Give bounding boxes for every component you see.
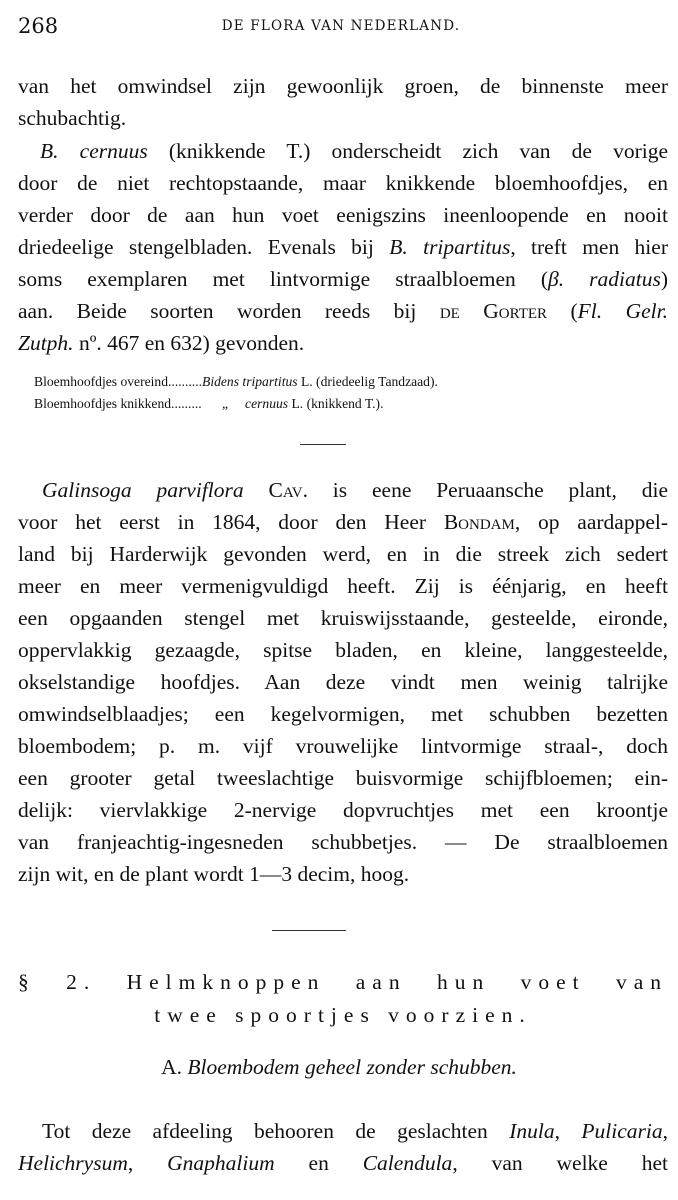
species-name: B. cernuus bbox=[40, 139, 148, 163]
text-span: soms exemplaren met lintvormige straalbloemen ( bbox=[18, 267, 549, 291]
species-name: B. tripartitus bbox=[389, 235, 511, 259]
species-name: Galinsoga parviflora bbox=[42, 478, 244, 502]
text-span: Tot deze afdeeling behooren de geslachten bbox=[42, 1119, 510, 1143]
key-row bbox=[34, 393, 438, 415]
text-line: zijn wit, en de plant wordt 1—3 decim, hoog. bbox=[18, 862, 410, 886]
section-heading-line2: twee spoortjes voorzien. bbox=[154, 1003, 532, 1027]
text-line: okselstandige hoofdjes. Aan deze vindt men weinig talrijke bbox=[18, 670, 668, 694]
text-span: voor het eerst in 1864, door den Heer bbox=[18, 510, 444, 534]
reference-title: Zutph. bbox=[18, 331, 74, 355]
genus-name: Helichrysum bbox=[18, 1151, 128, 1175]
text-span: , bbox=[662, 1119, 668, 1143]
text-line: meer en meer vermenigvuldigd heeft. Zij is éénjarig, en heeft bbox=[18, 574, 668, 598]
key-character: Bloemhoofdjes overeind.......... bbox=[34, 374, 203, 389]
determination-key bbox=[34, 371, 438, 415]
text-span: ) bbox=[660, 267, 668, 291]
text-line: omwindselblaadjes; een kegelvormigen, met schubben bezetten bbox=[18, 702, 668, 726]
subsection-letter: A. bbox=[161, 1055, 188, 1079]
text-line bbox=[18, 506, 668, 538]
reference-title: Fl. Gelr. bbox=[577, 299, 668, 323]
text-line: oppervlakkig gezaagde, spitse bladen, en kleine, langgesteelde, bbox=[18, 638, 668, 662]
text-span: , bbox=[127, 1151, 168, 1175]
text-line bbox=[18, 295, 668, 327]
text-line bbox=[18, 263, 668, 295]
species-name: cernuus bbox=[245, 396, 289, 411]
text-line bbox=[18, 327, 668, 359]
text-line: delijk: viervlakkige 2-nervige dopvruchtjes met een kroontje bbox=[18, 798, 668, 822]
paragraph-genera bbox=[18, 1115, 668, 1179]
paragraph-bidens-cernuus bbox=[18, 135, 668, 359]
text-span: is eene Peruaansche plant, die bbox=[307, 478, 669, 502]
text-span: aan. Beide soorten worden reeds bij bbox=[18, 299, 440, 323]
person-name: Bondam bbox=[443, 510, 515, 534]
paragraph-continuation bbox=[18, 70, 668, 134]
section-divider bbox=[300, 444, 346, 445]
text-line bbox=[18, 474, 668, 506]
genus-name: Gnaphalium bbox=[167, 1151, 275, 1175]
text-span: (knikkende T.) onderscheidt zich van de vorige bbox=[147, 139, 668, 163]
genus-name: Pulicaria bbox=[581, 1119, 663, 1143]
ditto-mark: „ bbox=[222, 396, 229, 411]
key-result: L. (knikkend T.). bbox=[288, 396, 384, 411]
text-line: land bij Harderwijk gevonden werd, en in die streek zich sedert bbox=[18, 542, 668, 566]
key-row bbox=[34, 371, 438, 393]
text-span: ( bbox=[547, 299, 578, 323]
text-span: nº. 467 en 632) gevonden. bbox=[73, 331, 305, 355]
genus-name: Calendula bbox=[362, 1151, 453, 1175]
running-title: DE FLORA VAN NEDERLAND. bbox=[221, 18, 461, 34]
text-line: verder door de aan hun voet eenigszins ineenloopende en nooit bbox=[18, 203, 668, 227]
paragraph-galinsoga bbox=[18, 474, 668, 890]
page-number: 268 bbox=[18, 14, 59, 38]
text-line bbox=[18, 231, 668, 263]
text-span: , op aardappel- bbox=[514, 510, 668, 534]
page-header bbox=[18, 14, 664, 40]
text-line bbox=[18, 135, 668, 167]
text-line bbox=[18, 1115, 668, 1147]
text-line: van het omwindsel zijn gewoonlijk groen, de binnenste meer bbox=[18, 74, 668, 98]
variety-name: β. radiatus bbox=[548, 267, 661, 291]
key-character: Bloemhoofdjes knikkend......... bbox=[34, 396, 206, 411]
text-span: en bbox=[274, 1151, 363, 1175]
text-span: , treft men hier bbox=[510, 235, 668, 259]
text-span: , van welke het bbox=[452, 1151, 668, 1175]
text-line: een opgaanden stengel met kruiswijsstaande, gesteelde, eironde, bbox=[18, 606, 668, 630]
section-divider bbox=[272, 930, 346, 931]
text-span: driedeelige stengelbladen. Evenals bij bbox=[18, 235, 390, 259]
subsection-heading bbox=[0, 1055, 678, 1080]
text-line bbox=[18, 1147, 668, 1179]
genus-name: Inula bbox=[509, 1119, 555, 1143]
text-line: van franjeachtig-ingesneden schubbetjes. — De straalbloemen bbox=[18, 830, 668, 854]
key-result: L. (driedeelig Tandzaad). bbox=[297, 374, 438, 389]
text-line: bloembodem; p. m. vijf vrouwelijke lintvormige straal-, doch bbox=[18, 734, 668, 758]
text-line: schubachtig. bbox=[18, 106, 127, 130]
author-name: de Gorter bbox=[439, 299, 548, 323]
species-name: Bidens tripartitus bbox=[202, 374, 298, 389]
subsection-title: Bloembodem geheel zonder schubben. bbox=[187, 1055, 517, 1079]
text-line: door de niet rechtopstaande, maar knikkende bloemhoofdjes, en bbox=[18, 171, 668, 195]
text-line: een grooter getal tweeslachtige buisvormige schijfbloemen; ein- bbox=[18, 766, 668, 790]
author-abbrev: Cav. bbox=[268, 478, 308, 502]
section-heading: § 2. Helmknoppen aan hun voet van bbox=[18, 970, 668, 994]
text-span: , bbox=[554, 1119, 582, 1143]
